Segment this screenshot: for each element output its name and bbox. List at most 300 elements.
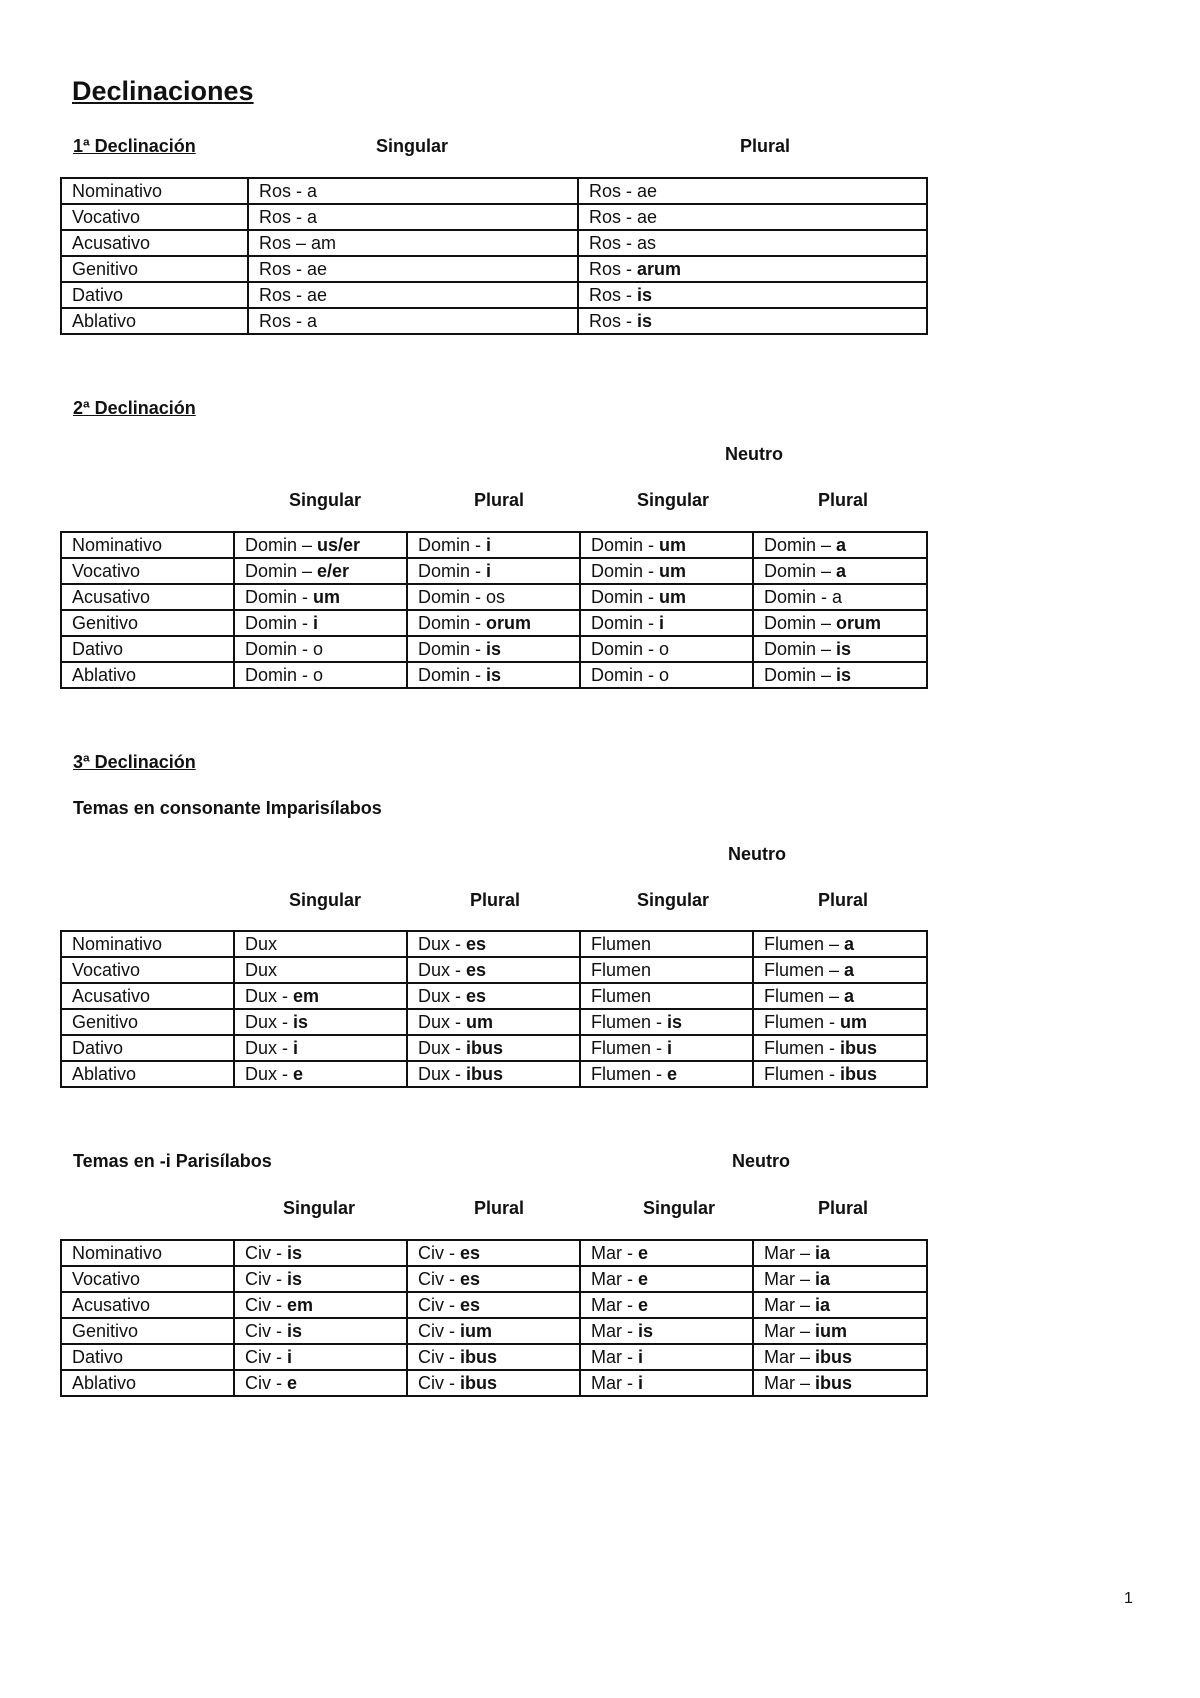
stem-text: Ros - as — [589, 233, 657, 253]
case-label: Ablativo — [61, 1370, 234, 1396]
ending-text: arum — [637, 259, 682, 279]
stem-text: Ros - a — [259, 181, 318, 201]
case-label: Ablativo — [61, 308, 248, 334]
case-label: Acusativo — [61, 230, 248, 256]
form-cell — [753, 532, 927, 558]
ending-text: ibus — [840, 1038, 878, 1058]
stem-text: Domin - — [418, 639, 487, 659]
form-cell — [580, 558, 753, 584]
ending-text: es — [466, 986, 487, 1006]
table-row — [61, 558, 927, 584]
form-cell — [580, 957, 753, 983]
table-row — [61, 610, 927, 636]
form-cell — [753, 1266, 927, 1292]
stem-text: Domin – — [764, 639, 837, 659]
stem-text: Domin – — [764, 561, 837, 581]
ending-text: i — [638, 1347, 644, 1367]
stem-text: Ros - ae — [259, 259, 328, 279]
third-a-col-plural: Plural — [470, 890, 521, 910]
case-label: Acusativo — [61, 1292, 234, 1318]
form-cell — [753, 584, 927, 610]
form-cell — [580, 610, 753, 636]
stem-text: Flumen – — [764, 960, 845, 980]
second-col-singular: Singular — [289, 490, 362, 510]
stem-text: Civ - — [418, 1321, 460, 1341]
form-cell — [407, 1292, 580, 1318]
case-label: Vocativo — [61, 204, 248, 230]
third-a-col-singular: Singular — [289, 890, 362, 910]
form-cell — [234, 1009, 407, 1035]
form-cell — [580, 931, 753, 957]
table-row — [61, 983, 927, 1009]
form-cell — [578, 230, 927, 256]
stem-text: Flumen - — [591, 1012, 668, 1032]
form-cell — [248, 256, 578, 282]
form-cell — [753, 636, 927, 662]
ending-text: is — [836, 665, 852, 685]
table-row — [61, 1061, 927, 1087]
stem-text: Mar – — [764, 1295, 816, 1315]
stem-text: Flumen – — [764, 986, 845, 1006]
table-row — [61, 1035, 927, 1061]
form-cell — [578, 308, 927, 334]
stem-text: Domin - — [591, 587, 660, 607]
form-cell — [580, 636, 753, 662]
stem-text: Flumen — [591, 986, 652, 1006]
second-col-neutro-singular: Singular — [637, 490, 710, 510]
stem-text: Civ - — [245, 1295, 287, 1315]
form-cell — [407, 1009, 580, 1035]
form-cell — [248, 230, 578, 256]
form-cell — [248, 282, 578, 308]
form-cell — [407, 662, 580, 688]
table-row — [61, 1266, 927, 1292]
case-label: Vocativo — [61, 558, 234, 584]
case-label: Ablativo — [61, 662, 234, 688]
third-a-col-neutro-plural: Plural — [818, 890, 869, 910]
ending-text: ibus — [840, 1064, 878, 1084]
stem-text: Mar – — [764, 1243, 816, 1263]
ending-text: a — [844, 986, 855, 1006]
form-cell — [753, 1292, 927, 1318]
form-cell — [234, 636, 407, 662]
ending-text: ia — [815, 1269, 831, 1289]
table-row — [61, 204, 927, 230]
third-consonant-table — [60, 930, 928, 1088]
case-label: Acusativo — [61, 983, 234, 1009]
table-row — [61, 931, 927, 957]
form-cell — [407, 1266, 580, 1292]
form-cell — [753, 610, 927, 636]
stem-text: Dux - — [418, 960, 467, 980]
stem-text: Mar – — [764, 1269, 816, 1289]
ending-text: i — [486, 561, 492, 581]
third-b-neutro-label: Neutro — [732, 1151, 790, 1171]
case-label: Ablativo — [61, 1061, 234, 1087]
form-cell — [234, 957, 407, 983]
form-cell — [234, 931, 407, 957]
table-row — [61, 662, 927, 688]
case-label: Nominativo — [61, 1240, 234, 1266]
stem-text: Mar - — [591, 1347, 638, 1367]
stem-text: Dux - — [245, 1064, 294, 1084]
ending-text: es — [460, 1295, 481, 1315]
stem-text: Dux - — [245, 986, 294, 1006]
ending-text: i — [287, 1347, 293, 1367]
stem-text: Domin - — [591, 613, 660, 633]
stem-text: Civ - — [245, 1321, 287, 1341]
stem-text: Dux - — [418, 986, 467, 1006]
form-cell — [234, 1344, 407, 1370]
case-label: Nominativo — [61, 931, 234, 957]
ending-text: a — [844, 960, 855, 980]
third-b-col-neutro-singular: Singular — [643, 1198, 716, 1218]
form-cell — [248, 204, 578, 230]
ending-text: ibus — [460, 1373, 498, 1393]
form-cell — [248, 178, 578, 204]
table-row — [61, 1344, 927, 1370]
table-row — [61, 1370, 927, 1396]
form-cell — [580, 584, 753, 610]
table-row — [61, 584, 927, 610]
form-cell — [578, 282, 927, 308]
form-cell — [407, 610, 580, 636]
ending-text: ia — [815, 1243, 831, 1263]
ending-text: i — [293, 1038, 299, 1058]
form-cell — [407, 636, 580, 662]
stem-text: Mar – — [764, 1373, 816, 1393]
stem-text: Domin - — [245, 613, 314, 633]
form-cell — [753, 1035, 927, 1061]
form-cell — [580, 1035, 753, 1061]
form-cell — [753, 1009, 927, 1035]
ending-text: is — [287, 1321, 303, 1341]
ending-text: es — [466, 960, 487, 980]
table-row — [61, 1318, 927, 1344]
ending-text: um — [840, 1012, 868, 1032]
case-label: Genitivo — [61, 1009, 234, 1035]
case-label: Dativo — [61, 1344, 234, 1370]
ending-text: e — [638, 1269, 649, 1289]
ending-text: um — [466, 1012, 494, 1032]
third-b-col-neutro-plural: Plural — [818, 1198, 869, 1218]
ending-text: a — [844, 934, 855, 954]
case-label: Dativo — [61, 1035, 234, 1061]
ending-text: um — [659, 587, 687, 607]
table-row — [61, 957, 927, 983]
page-number: 1 — [1124, 1590, 1133, 1607]
stem-text: Dux - — [418, 1012, 467, 1032]
stem-text: Flumen — [591, 960, 652, 980]
form-cell — [407, 1035, 580, 1061]
ending-text: is — [287, 1269, 303, 1289]
ending-text: is — [637, 311, 653, 331]
stem-text: Domin – — [764, 535, 837, 555]
stem-text: Flumen - — [764, 1038, 841, 1058]
stem-text: Mar - — [591, 1295, 638, 1315]
table-row — [61, 178, 927, 204]
table-row — [61, 308, 927, 334]
second-neutro-label: Neutro — [725, 444, 783, 464]
form-cell — [234, 584, 407, 610]
stem-text: Dux - — [418, 1038, 467, 1058]
case-label: Nominativo — [61, 532, 234, 558]
stem-text: Ros - ae — [589, 207, 658, 227]
form-cell — [580, 983, 753, 1009]
ending-text: es — [460, 1269, 481, 1289]
stem-text: Domin - o — [591, 665, 670, 685]
stem-text: Domin – — [764, 665, 837, 685]
ending-text: i — [638, 1373, 644, 1393]
ending-text: ium — [460, 1321, 493, 1341]
first-declension-table — [60, 177, 928, 335]
form-cell — [753, 662, 927, 688]
table-row — [61, 1240, 927, 1266]
form-cell — [580, 1009, 753, 1035]
form-cell — [407, 957, 580, 983]
ending-text: e — [638, 1243, 649, 1263]
ending-text: e — [667, 1064, 678, 1084]
stem-text: Mar – — [764, 1347, 816, 1367]
ending-text: is — [638, 1321, 654, 1341]
form-cell — [407, 558, 580, 584]
page-title: Declinaciones — [72, 76, 254, 106]
stem-text: Flumen — [591, 934, 652, 954]
form-cell — [234, 1370, 407, 1396]
case-label: Dativo — [61, 636, 234, 662]
form-cell — [248, 308, 578, 334]
form-cell — [580, 532, 753, 558]
stem-text: Civ - — [418, 1269, 460, 1289]
stem-text: Mar – — [764, 1321, 816, 1341]
stem-text: Domin - o — [591, 639, 670, 659]
second-declension-heading: 2ª Declinación — [73, 398, 196, 418]
case-label: Dativo — [61, 282, 248, 308]
form-cell — [407, 584, 580, 610]
form-cell — [234, 662, 407, 688]
ending-text: ibus — [466, 1064, 504, 1084]
stem-text: Ros - ae — [589, 181, 658, 201]
ending-text: i — [313, 613, 319, 633]
third-a-neutro-label: Neutro — [728, 844, 786, 864]
form-cell — [234, 1035, 407, 1061]
stem-text: Flumen - — [591, 1064, 668, 1084]
ending-text: is — [486, 639, 502, 659]
stem-text: Domin - — [418, 613, 487, 633]
third-consonant-subheading: Temas en consonante Imparisílabos — [73, 798, 382, 818]
form-cell — [234, 1240, 407, 1266]
stem-text: Civ - — [245, 1347, 287, 1367]
form-cell — [580, 1266, 753, 1292]
form-cell — [753, 1370, 927, 1396]
ending-text: em — [293, 986, 320, 1006]
stem-text: Mar - — [591, 1243, 638, 1263]
stem-text: Mar - — [591, 1321, 638, 1341]
stem-text: Ros - a — [259, 311, 318, 331]
form-cell — [580, 1318, 753, 1344]
form-cell — [234, 1266, 407, 1292]
stem-text: Dux - — [245, 1012, 294, 1032]
stem-text: Civ - — [418, 1243, 460, 1263]
form-cell — [234, 1292, 407, 1318]
stem-text: Civ - — [418, 1295, 460, 1315]
form-cell — [234, 1318, 407, 1344]
ending-text: i — [486, 535, 492, 555]
form-cell — [580, 1370, 753, 1396]
form-cell — [753, 1240, 927, 1266]
stem-text: Flumen - — [764, 1012, 841, 1032]
stem-text: Domin - o — [245, 639, 324, 659]
stem-text: Domin - — [591, 561, 660, 581]
ending-text: orum — [486, 613, 532, 633]
ending-text: is — [293, 1012, 309, 1032]
ending-text: um — [313, 587, 341, 607]
stem-text: Ros - a — [259, 207, 318, 227]
form-cell — [578, 256, 927, 282]
form-cell — [580, 662, 753, 688]
form-cell — [580, 1292, 753, 1318]
ending-text: ibus — [815, 1373, 853, 1393]
form-cell — [234, 558, 407, 584]
form-cell — [753, 931, 927, 957]
stem-text: Domin - — [591, 535, 660, 555]
ending-text: ia — [815, 1295, 831, 1315]
stem-text: Dux - — [418, 934, 467, 954]
form-cell — [234, 983, 407, 1009]
table-row — [61, 532, 927, 558]
stem-text: Civ - — [418, 1347, 460, 1367]
second-declension-table — [60, 531, 928, 689]
ending-text: us/er — [317, 535, 361, 555]
first-declension-heading: 1ª Declinación — [73, 136, 196, 156]
form-cell — [580, 1240, 753, 1266]
ending-text: e — [287, 1373, 298, 1393]
first-singular-header: Singular — [376, 136, 449, 156]
form-cell — [753, 558, 927, 584]
ending-text: ium — [815, 1321, 848, 1341]
ending-text: a — [836, 535, 847, 555]
stem-text: Flumen - — [591, 1038, 668, 1058]
stem-text: Domin – — [245, 561, 318, 581]
stem-text: Dux - — [418, 1064, 467, 1084]
form-cell — [407, 532, 580, 558]
ending-text: is — [287, 1243, 303, 1263]
table-row — [61, 636, 927, 662]
stem-text: Ros - — [589, 259, 638, 279]
ending-text: e — [638, 1295, 649, 1315]
stem-text: Domin - — [245, 587, 314, 607]
stem-text: Civ - — [418, 1373, 460, 1393]
third-b-col-singular: Singular — [283, 1198, 356, 1218]
ending-text: ibus — [466, 1038, 504, 1058]
form-cell — [407, 1370, 580, 1396]
ending-text: a — [836, 561, 847, 581]
ending-text: i — [667, 1038, 673, 1058]
form-cell — [234, 610, 407, 636]
stem-text: Ros - — [589, 311, 638, 331]
stem-text: Domin - — [418, 561, 487, 581]
ending-text: is — [486, 665, 502, 685]
stem-text: Ros - — [589, 285, 638, 305]
ending-text: um — [659, 561, 687, 581]
stem-text: Mar - — [591, 1373, 638, 1393]
form-cell — [407, 1240, 580, 1266]
stem-text: Dux — [245, 960, 278, 980]
stem-text: Flumen - — [764, 1064, 841, 1084]
ending-text: is — [667, 1012, 683, 1032]
table-row — [61, 1292, 927, 1318]
stem-text: Dux - — [245, 1038, 294, 1058]
form-cell — [407, 983, 580, 1009]
form-cell — [407, 1344, 580, 1370]
ending-text: i — [659, 613, 665, 633]
ending-text: es — [460, 1243, 481, 1263]
table-row — [61, 256, 927, 282]
stem-text: Flumen – — [764, 934, 845, 954]
stem-text: Dux — [245, 934, 278, 954]
form-cell — [407, 1318, 580, 1344]
ending-text: ibus — [460, 1347, 498, 1367]
second-col-neutro-plural: Plural — [818, 490, 869, 510]
case-label: Genitivo — [61, 1318, 234, 1344]
ending-text: es — [466, 934, 487, 954]
first-plural-header: Plural — [740, 136, 791, 156]
stem-text: Mar - — [591, 1269, 638, 1289]
case-label: Vocativo — [61, 1266, 234, 1292]
case-label: Vocativo — [61, 957, 234, 983]
ending-text: is — [836, 639, 852, 659]
form-cell — [753, 1061, 927, 1087]
case-label: Genitivo — [61, 610, 234, 636]
form-cell — [753, 1344, 927, 1370]
stem-text: Domin – — [764, 613, 837, 633]
table-row — [61, 1009, 927, 1035]
form-cell — [580, 1344, 753, 1370]
ending-text: is — [637, 285, 653, 305]
stem-text: Domin - os — [418, 587, 506, 607]
form-cell — [753, 957, 927, 983]
stem-text: Domin - o — [245, 665, 324, 685]
form-cell — [580, 1061, 753, 1087]
stem-text: Ros - ae — [259, 285, 328, 305]
form-cell — [234, 532, 407, 558]
stem-text: Civ - — [245, 1243, 287, 1263]
ending-text: ibus — [815, 1347, 853, 1367]
ending-text: e — [293, 1064, 304, 1084]
stem-text: Civ - — [245, 1269, 287, 1289]
case-label: Acusativo — [61, 584, 234, 610]
ending-text: um — [659, 535, 687, 555]
stem-text: Domin - — [418, 535, 487, 555]
table-row — [61, 282, 927, 308]
third-b-col-plural: Plural — [474, 1198, 525, 1218]
ending-text: orum — [836, 613, 882, 633]
stem-text: Domin – — [245, 535, 318, 555]
case-label: Nominativo — [61, 178, 248, 204]
form-cell — [234, 1061, 407, 1087]
form-cell — [407, 1061, 580, 1087]
stem-text: Domin - a — [764, 587, 843, 607]
case-label: Genitivo — [61, 256, 248, 282]
form-cell — [578, 204, 927, 230]
third-i-subheading: Temas en -i Parisílabos — [73, 1151, 272, 1171]
stem-text: Civ - — [245, 1373, 287, 1393]
ending-text: e/er — [317, 561, 350, 581]
third-declension-heading: 3ª Declinación — [73, 752, 196, 772]
third-i-stem-table — [60, 1239, 928, 1397]
ending-text: em — [287, 1295, 314, 1315]
stem-text: Domin - — [418, 665, 487, 685]
